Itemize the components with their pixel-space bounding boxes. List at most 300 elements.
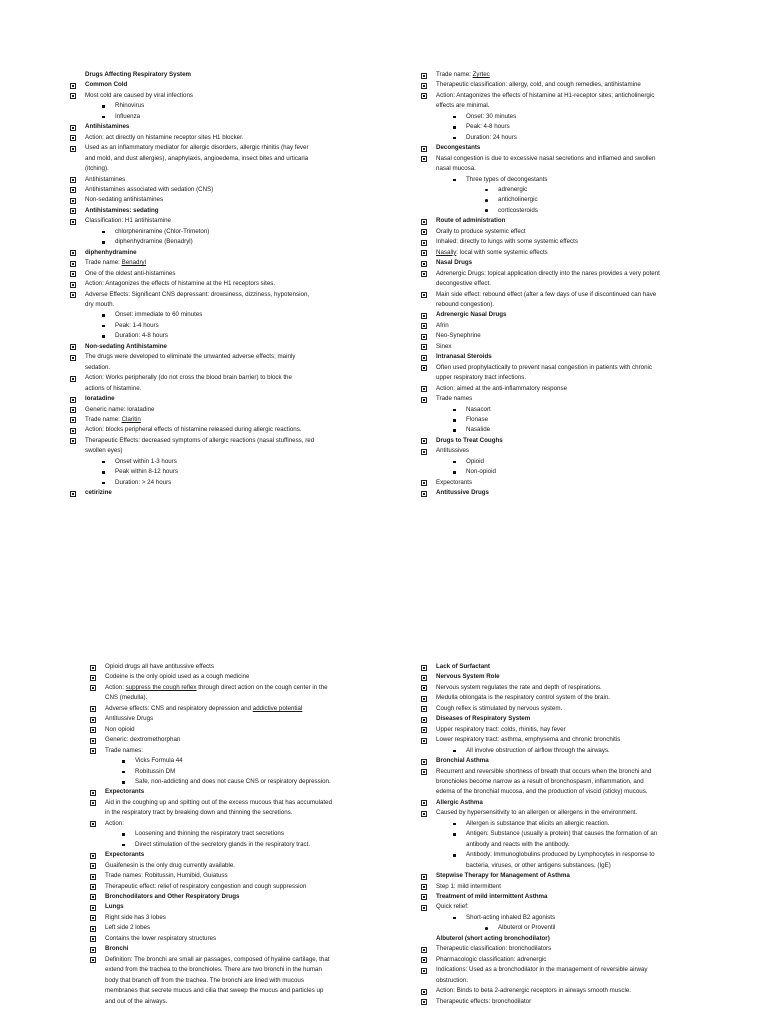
line-text: chlorpheniramine (Chlor-Trimeton) bbox=[115, 227, 210, 235]
checkbox-bullet-icon bbox=[70, 407, 76, 413]
square-bullet-icon bbox=[102, 314, 105, 317]
line-text: Expectorants bbox=[436, 478, 473, 486]
outline-line bbox=[436, 756, 766, 766]
line-text: swollen eyes) bbox=[85, 447, 123, 455]
checkbox-bullet-icon bbox=[421, 250, 427, 256]
line-text: Right side has 3 lobes bbox=[105, 913, 166, 921]
line-text: Common Cold bbox=[85, 81, 128, 89]
outline-line bbox=[436, 725, 766, 735]
line-text: Claritin bbox=[121, 415, 141, 423]
outline-line bbox=[85, 175, 415, 185]
line-text: Action: bbox=[105, 683, 126, 691]
line-text: loratadine bbox=[85, 395, 115, 403]
checkbox-bullet-icon bbox=[90, 894, 96, 900]
line-text: Non-sedating Antihistamine bbox=[85, 342, 167, 350]
line-text: Main side effect: rebound effect (after a few days of use if discontinued can have bbox=[436, 290, 657, 298]
line-text: Upper respiratory tract: colds, rhinitis, hay fever bbox=[436, 725, 566, 733]
line-text: diphenhydramine (Benadryl) bbox=[115, 238, 193, 246]
checkbox-bullet-icon bbox=[70, 187, 76, 193]
checkbox-bullet-icon bbox=[421, 874, 427, 880]
line-text: Used as an inflammatory mediator for allergic disorders, allergic rhinitis (hay fever bbox=[85, 144, 309, 152]
line-text: Opioid bbox=[466, 457, 484, 465]
outline-line bbox=[436, 248, 766, 258]
checkbox-bullet-icon bbox=[421, 738, 427, 744]
outline-line bbox=[105, 672, 435, 682]
line-text: obstruction. bbox=[436, 976, 468, 984]
line-text: Trade names bbox=[436, 395, 473, 403]
checkbox-bullet-icon bbox=[421, 344, 427, 350]
checkbox-bullet-icon bbox=[90, 884, 96, 890]
line-text: Therapeutic Effects: decreased symptoms of allergic reactions (nasal stuffiness, red bbox=[85, 436, 315, 444]
outline-line bbox=[105, 704, 435, 714]
outline-line bbox=[85, 425, 415, 435]
outline-line bbox=[436, 91, 766, 101]
outline-line bbox=[105, 934, 435, 944]
outline-line bbox=[85, 164, 415, 174]
outline-line bbox=[105, 944, 435, 954]
line-text: Codeine is the only opioid used as a cough medicine bbox=[105, 673, 250, 681]
checkbox-bullet-icon bbox=[421, 355, 427, 361]
outline-line bbox=[105, 840, 435, 850]
checkbox-bullet-icon bbox=[421, 769, 427, 775]
checkbox-bullet-icon bbox=[90, 947, 96, 953]
outline-line bbox=[436, 944, 766, 954]
outline-line bbox=[85, 310, 415, 320]
outline-line bbox=[105, 923, 435, 933]
outline-line bbox=[436, 672, 766, 682]
checkbox-bullet-icon bbox=[421, 146, 427, 152]
outline-line bbox=[85, 394, 415, 404]
line-text: bronchioles become narrow as a result of bronchospasm, inflammation, and bbox=[436, 777, 644, 785]
line-text: Drugs to Treat Coughs bbox=[436, 436, 503, 444]
outline-line bbox=[85, 216, 415, 226]
checkbox-bullet-icon bbox=[70, 282, 76, 288]
line-text: Nasal congestion is due to excessive nasal secretions and inflamed and swollen bbox=[436, 154, 656, 162]
line-text: Guaifenesin is the only drug currently available. bbox=[105, 861, 236, 869]
checkbox-bullet-icon bbox=[421, 313, 427, 319]
checkbox-bullet-icon bbox=[90, 706, 96, 712]
line-text: Most cold are caused by viral infections bbox=[85, 91, 193, 99]
outline-line bbox=[436, 861, 766, 871]
square-bullet-icon bbox=[453, 461, 456, 464]
line-text: and mold, and dust allergies), anaphylaxis, angioedema, insect bites and urticaria bbox=[85, 154, 309, 162]
line-text: Often used prophylactically to prevent nasal congestion in patients with chronic bbox=[436, 363, 652, 371]
outline-line bbox=[436, 746, 766, 756]
line-text: Three types of decongestants bbox=[466, 175, 548, 183]
line-text: Bronchodilators and Other Respiratory Drugs bbox=[105, 892, 240, 900]
round-bullet-icon bbox=[485, 199, 488, 202]
square-bullet-icon bbox=[102, 471, 105, 474]
checkbox-bullet-icon bbox=[421, 334, 427, 340]
checkbox-bullet-icon bbox=[421, 894, 427, 900]
outline-line bbox=[85, 133, 415, 143]
outline-line bbox=[436, 986, 766, 996]
line-text: Action: act directly on histamine receptor sites H1 blocker. bbox=[85, 133, 244, 141]
checkbox-bullet-icon bbox=[421, 706, 427, 712]
outline-line bbox=[436, 216, 766, 226]
outline-line bbox=[85, 290, 415, 300]
outline-line bbox=[85, 80, 415, 90]
checkbox-bullet-icon bbox=[70, 198, 76, 204]
outline-line bbox=[436, 195, 766, 205]
checkbox-bullet-icon bbox=[421, 93, 427, 99]
line-text: Left side 2 lobes bbox=[105, 924, 151, 932]
checkbox-bullet-icon bbox=[421, 759, 427, 765]
line-text: Generic: dextromethorphan bbox=[105, 736, 181, 744]
square-bullet-icon bbox=[453, 471, 456, 474]
outline-line bbox=[436, 70, 766, 80]
outline-line bbox=[436, 808, 766, 818]
outline-line bbox=[436, 133, 766, 143]
outline-line bbox=[105, 662, 435, 672]
square-bullet-icon bbox=[122, 844, 125, 847]
outline-line bbox=[436, 902, 766, 912]
checkbox-bullet-icon bbox=[421, 665, 427, 671]
outline-line bbox=[436, 934, 766, 944]
outline-line bbox=[105, 767, 435, 777]
square-bullet-icon bbox=[122, 771, 125, 774]
square-bullet-icon bbox=[102, 325, 105, 328]
line-text: Influenza bbox=[115, 112, 141, 120]
outline-line bbox=[436, 101, 766, 111]
square-bullet-icon bbox=[102, 482, 105, 485]
outline-line bbox=[105, 683, 435, 693]
outline-line bbox=[85, 457, 415, 467]
outline-line bbox=[105, 725, 435, 735]
outline-line bbox=[436, 185, 766, 195]
outline-line bbox=[436, 478, 766, 488]
outline-line bbox=[436, 175, 766, 185]
outline-line bbox=[85, 237, 415, 247]
line-text: adrenergic bbox=[498, 185, 528, 193]
outline-line bbox=[436, 714, 766, 724]
line-text: Trade name: bbox=[85, 415, 122, 423]
outline-line bbox=[105, 777, 435, 787]
outline-line bbox=[436, 997, 766, 1007]
line-text: Antitussives bbox=[436, 447, 470, 455]
line-text: Action: blocks peripheral effects of histamine released during allergic reactions. bbox=[85, 426, 302, 434]
round-bullet-icon bbox=[485, 927, 488, 930]
line-text: Therapeutic classification: bronchodilators bbox=[436, 945, 552, 953]
square-bullet-icon bbox=[453, 823, 456, 826]
line-text: antibody and reacts with the antibody. bbox=[466, 840, 570, 848]
line-text: Peak within 8-12 hours bbox=[115, 468, 178, 476]
line-text: Therapeutic effects: bronchodilator bbox=[436, 997, 532, 1005]
outline-line bbox=[105, 808, 435, 818]
line-text: decongestive effect. bbox=[436, 280, 491, 288]
outline-line bbox=[436, 80, 766, 90]
line-text: Adverse Effects: Significant CNS depressant: drowsiness, dizziness, hypotension, bbox=[85, 290, 310, 298]
outline-line bbox=[85, 122, 415, 132]
outline-line bbox=[436, 206, 766, 216]
outline-line bbox=[85, 384, 415, 394]
checkbox-bullet-icon bbox=[70, 93, 76, 99]
checkbox-bullet-icon bbox=[421, 386, 427, 392]
square-bullet-icon bbox=[453, 116, 456, 119]
outline-line bbox=[85, 279, 415, 289]
square-bullet-icon bbox=[453, 409, 456, 412]
line-text: Peak: 4-8 hours bbox=[466, 123, 510, 131]
square-bullet-icon bbox=[453, 179, 456, 182]
square-bullet-icon bbox=[102, 241, 105, 244]
line-text: sedation. bbox=[85, 363, 111, 371]
line-text: Non-opioid bbox=[466, 468, 496, 476]
line-text: Bronchial Asthma bbox=[436, 757, 489, 765]
outline-line bbox=[105, 756, 435, 766]
outline-line bbox=[85, 352, 415, 362]
checkbox-bullet-icon bbox=[421, 491, 427, 497]
checkbox-bullet-icon bbox=[421, 968, 427, 974]
line-text: Afrin bbox=[436, 321, 449, 329]
line-text: Lungs bbox=[105, 903, 124, 911]
page-1-left-column bbox=[85, 70, 415, 499]
outline-line bbox=[85, 185, 415, 195]
outline-line bbox=[436, 829, 766, 839]
outline-line bbox=[436, 840, 766, 850]
outline-line bbox=[436, 693, 766, 703]
line-text: Quick relief: bbox=[436, 903, 469, 911]
checkbox-bullet-icon bbox=[70, 135, 76, 141]
line-text: Vicks Formula 44 bbox=[135, 757, 183, 765]
line-text: corticosteroids bbox=[498, 206, 538, 214]
outline-line bbox=[105, 850, 435, 860]
line-text: Step 1: mild intermittent bbox=[436, 882, 501, 890]
outline-line bbox=[105, 693, 435, 703]
line-text: Flonase bbox=[466, 415, 489, 423]
checkbox-bullet-icon bbox=[90, 738, 96, 744]
checkbox-bullet-icon bbox=[421, 811, 427, 817]
line-text: Adverse effects: CNS and respiratory depression and bbox=[105, 704, 253, 712]
line-text: Neo-Synephrine bbox=[436, 332, 481, 340]
line-text: Therapeutic classification: allergy, cold, and cough remedies, antihistamine bbox=[436, 81, 641, 89]
line-text: Action: Antagonizes the effects of histamine at H1-receptor sites; anticholinergic bbox=[436, 91, 655, 99]
outline-line bbox=[436, 777, 766, 787]
square-bullet-icon bbox=[453, 750, 456, 753]
line-text: Trade names: Robitussin, Humibid, Guiatuss bbox=[105, 872, 228, 880]
square-bullet-icon bbox=[122, 833, 125, 836]
checkbox-bullet-icon bbox=[421, 156, 427, 162]
line-text: cetirizine bbox=[85, 489, 112, 497]
line-text: Antigen: Substance (usually a protein) that causes the formation of an bbox=[466, 830, 658, 838]
line-text: addictive potential bbox=[252, 704, 303, 712]
line-text: Action: Antagonizes the effects of histamine at the H1 receptors sites. bbox=[85, 280, 276, 288]
line-text: Orally to produce systemic effect bbox=[436, 227, 526, 235]
outline-line bbox=[105, 965, 435, 975]
outline-line bbox=[436, 373, 766, 383]
line-text: Intranasal Steroids bbox=[436, 353, 492, 361]
outline-line bbox=[436, 310, 766, 320]
checkbox-bullet-icon bbox=[70, 491, 76, 497]
square-bullet-icon bbox=[453, 917, 456, 920]
outline-line bbox=[436, 457, 766, 467]
checkbox-bullet-icon bbox=[90, 821, 96, 827]
line-text: Action: bbox=[105, 819, 124, 827]
checkbox-bullet-icon bbox=[90, 905, 96, 911]
line-text: Onset within 1-3 hours bbox=[115, 457, 177, 465]
outline-line bbox=[85, 415, 415, 425]
outline-line bbox=[436, 446, 766, 456]
outline-line bbox=[85, 300, 415, 310]
outline-line bbox=[436, 683, 766, 693]
outline-line bbox=[436, 955, 766, 965]
checkbox-bullet-icon bbox=[90, 926, 96, 932]
outline-line bbox=[105, 798, 435, 808]
checkbox-bullet-icon bbox=[70, 208, 76, 214]
outline-line bbox=[436, 787, 766, 797]
checkbox-bullet-icon bbox=[421, 957, 427, 963]
checkbox-bullet-icon bbox=[70, 428, 76, 434]
outline-line bbox=[105, 787, 435, 797]
checkbox-bullet-icon bbox=[70, 376, 76, 382]
outline-line bbox=[85, 269, 415, 279]
line-text: Action: aimed at the anti-inflammatory response bbox=[436, 384, 568, 392]
line-text: Sinex bbox=[436, 342, 452, 350]
outline-line bbox=[85, 373, 415, 383]
line-text: Albuterol (short acting bronchodilator) bbox=[436, 934, 550, 942]
checkbox-bullet-icon bbox=[70, 271, 76, 277]
line-text: Antihistamines associated with sedation (CNS) bbox=[85, 185, 214, 193]
outline-line bbox=[436, 342, 766, 352]
outline-line bbox=[436, 965, 766, 975]
line-text: Lower respiratory tract: asthma, emphysema and chronic bronchitis bbox=[436, 736, 621, 744]
outline-line bbox=[85, 227, 415, 237]
checkbox-bullet-icon bbox=[90, 863, 96, 869]
square-bullet-icon bbox=[102, 116, 105, 119]
line-text: Contains the lower respiratory structures bbox=[105, 934, 217, 942]
line-text: Antihistamines: sedating bbox=[85, 206, 159, 214]
line-text: Nervous system regulates the rate and depth of respirations. bbox=[436, 683, 602, 691]
square-bullet-icon bbox=[453, 137, 456, 140]
square-bullet-icon bbox=[122, 781, 125, 784]
outline-line bbox=[105, 714, 435, 724]
line-text: CNS (medulla). bbox=[105, 694, 148, 702]
outline-line bbox=[85, 436, 415, 446]
line-text: Opioid drugs all have antitussive effects bbox=[105, 663, 214, 670]
page-1-right-column bbox=[436, 70, 766, 499]
square-bullet-icon bbox=[453, 854, 456, 857]
checkbox-bullet-icon bbox=[90, 717, 96, 723]
outline-line bbox=[436, 767, 766, 777]
outline-line bbox=[105, 829, 435, 839]
line-text: nasal mucosa. bbox=[436, 165, 476, 173]
line-text: Expectorants bbox=[105, 851, 145, 859]
outline-line bbox=[85, 101, 415, 111]
line-text: Rhinovirus bbox=[115, 102, 145, 110]
line-text: Classification: H1 antihistamine bbox=[85, 217, 171, 225]
outline-line bbox=[436, 122, 766, 132]
outline-line bbox=[436, 425, 766, 435]
outline-line bbox=[85, 143, 415, 153]
checkbox-bullet-icon bbox=[90, 790, 96, 796]
outline-line bbox=[436, 290, 766, 300]
outline-line bbox=[85, 195, 415, 205]
line-text: Aid in the coughing up and spitting out of the excess mucous that has accumulated bbox=[105, 798, 333, 806]
outline-line bbox=[85, 70, 415, 80]
page-2-right-column bbox=[436, 662, 766, 1007]
checkbox-bullet-icon bbox=[421, 261, 427, 267]
checkbox-bullet-icon bbox=[90, 748, 96, 754]
line-text: upper respiratory tract infections. bbox=[436, 374, 527, 382]
square-bullet-icon bbox=[102, 231, 105, 234]
line-text: Cough reflex is stimulated by nervous system. bbox=[436, 704, 563, 712]
outline-line bbox=[436, 352, 766, 362]
line-text: Adrenergic Nasal Drugs bbox=[436, 311, 507, 319]
line-text: Pharmacologic classification: adrenergic bbox=[436, 955, 547, 963]
outline-line bbox=[105, 892, 435, 902]
line-text: : local with some systemic effects bbox=[456, 248, 548, 256]
line-text: rebound congestion). bbox=[436, 300, 495, 308]
outline-line bbox=[436, 488, 766, 498]
outline-line bbox=[436, 415, 766, 425]
outline-line bbox=[105, 735, 435, 745]
line-text: Onset: 30 minutes bbox=[466, 112, 517, 120]
square-bullet-icon bbox=[453, 833, 456, 836]
line-text: in the respiratory tract by breaking down and thinning the secretions. bbox=[105, 809, 293, 817]
outline-line bbox=[436, 405, 766, 415]
checkbox-bullet-icon bbox=[90, 915, 96, 921]
page-2-left-column bbox=[105, 662, 435, 1007]
line-text: effects are minimal. bbox=[436, 102, 490, 110]
square-bullet-icon bbox=[453, 429, 456, 432]
checkbox-bullet-icon bbox=[421, 999, 427, 1005]
line-text: Diseases of Respiratory System bbox=[436, 715, 531, 723]
line-text: Treatment of mild intermittent Asthma bbox=[436, 892, 548, 900]
checkbox-bullet-icon bbox=[70, 177, 76, 183]
checkbox-bullet-icon bbox=[70, 417, 76, 423]
outline-line bbox=[436, 704, 766, 714]
outline-line bbox=[85, 154, 415, 164]
line-text: Nervous System Role bbox=[436, 673, 500, 681]
line-text: Duration: 24 hours bbox=[466, 133, 517, 141]
outline-line bbox=[436, 321, 766, 331]
line-text: Nasalide bbox=[466, 426, 491, 434]
outline-line bbox=[436, 143, 766, 153]
checkbox-bullet-icon bbox=[421, 675, 427, 681]
outline-line bbox=[436, 819, 766, 829]
line-text: Short-acting inhaled B2 agonists bbox=[466, 913, 556, 921]
outline-line bbox=[105, 871, 435, 881]
outline-line bbox=[436, 164, 766, 174]
line-text: Trade names: bbox=[105, 746, 143, 754]
line-text: bacteria, viruses, or other antigens substances. (IgE) bbox=[466, 861, 611, 869]
line-text: Indications: Used as a bronchodilator in the management of reversible airway bbox=[436, 966, 648, 974]
round-bullet-icon bbox=[485, 209, 488, 212]
outline-line bbox=[85, 478, 415, 488]
checkbox-bullet-icon bbox=[421, 83, 427, 89]
line-text: Non-sedating antihistamines bbox=[85, 196, 164, 204]
checkbox-bullet-icon bbox=[90, 665, 96, 671]
outline-line bbox=[85, 405, 415, 415]
outline-line bbox=[105, 746, 435, 756]
outline-line bbox=[105, 976, 435, 986]
outline-line bbox=[85, 206, 415, 216]
outline-line bbox=[105, 913, 435, 923]
checkbox-bullet-icon bbox=[421, 480, 427, 486]
outline-line bbox=[105, 986, 435, 996]
line-text: Inhaled: directly to lungs with some systemic effects bbox=[436, 238, 578, 246]
outline-line bbox=[436, 735, 766, 745]
outline-line bbox=[105, 997, 435, 1007]
line-text: Stepwise Therapy for Management of Asthma bbox=[436, 872, 570, 880]
checkbox-bullet-icon bbox=[421, 989, 427, 995]
checkbox-bullet-icon bbox=[421, 800, 427, 806]
checkbox-bullet-icon bbox=[70, 355, 76, 361]
line-text: Action: Binds to beta 2-adrenergic receptors in airways smooth muscle. bbox=[436, 987, 631, 995]
outline-line bbox=[436, 237, 766, 247]
square-bullet-icon bbox=[102, 105, 105, 108]
outline-line bbox=[436, 913, 766, 923]
outline-line bbox=[436, 394, 766, 404]
